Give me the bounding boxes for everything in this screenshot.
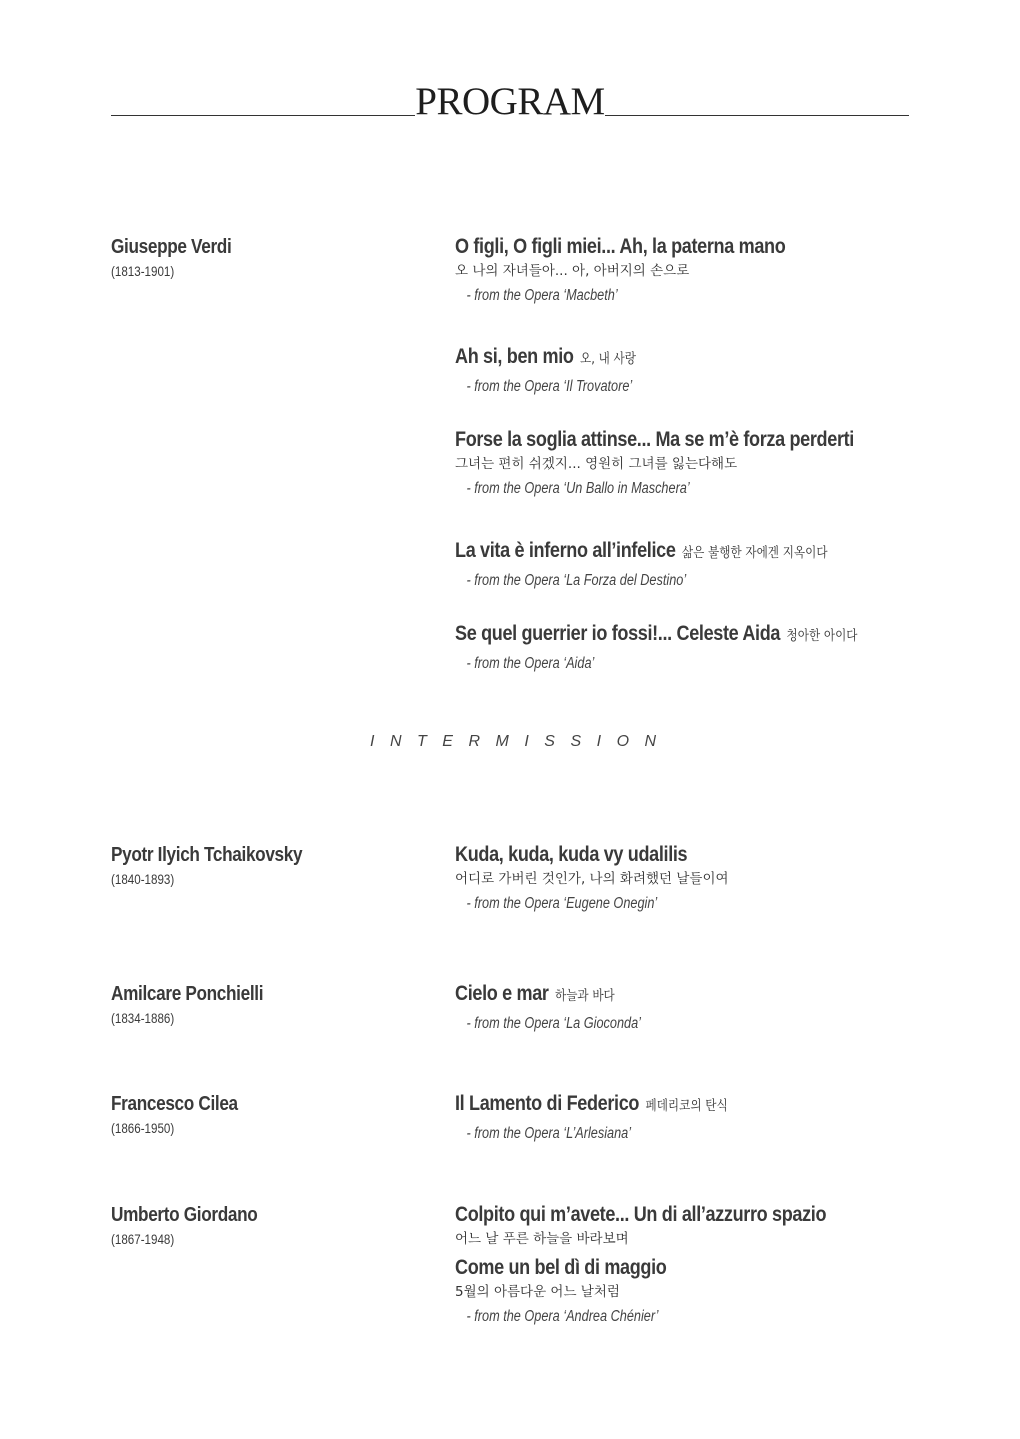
composer-years: (1867-1948) <box>111 1232 175 1247</box>
piece-korean-title: 하늘과 바다 <box>554 988 615 1004</box>
composer-name: Pyotr Ilyich Tchaikovsky <box>111 844 303 866</box>
piece-arlesiana <box>455 1091 925 1145</box>
piece-trovatore <box>455 344 925 398</box>
piece-onegin <box>455 842 925 915</box>
piece-title-line <box>455 538 828 566</box>
piece-title: O figli, O figli miei... Ah, la paterna mano <box>455 235 786 258</box>
piece-title: Come un bel dì di maggio <box>455 1256 667 1279</box>
piece-title: Kuda, kuda, kuda vy udalilis <box>455 843 688 866</box>
piece-forza <box>455 538 925 592</box>
piece-source: - from the Opera ‘Eugene Onegin’ <box>466 895 658 912</box>
piece-title: Il Lamento di Federico <box>455 1092 640 1115</box>
piece-title-line <box>455 981 615 1009</box>
piece-aida <box>455 621 925 675</box>
program-header <box>111 80 909 123</box>
piece-korean-title: 어디로 가버린 것인가, 나의 화려했던 날들이여 <box>455 871 729 887</box>
piece-title: La vita è inferno all’infelice <box>455 539 676 562</box>
header-rule-left <box>111 115 415 116</box>
piece-source: - from the Opera ‘La Gioconda’ <box>466 1015 641 1032</box>
piece-title: Colpito qui m’avete... Un di all’azzurro spazio <box>455 1203 827 1226</box>
composer-giordano <box>111 1202 281 1250</box>
piece-source: - from the Opera ‘L’Arlesiana’ <box>466 1125 632 1142</box>
composer-years: (1866-1950) <box>111 1121 175 1136</box>
piece-ballo <box>455 427 925 500</box>
piece-gioconda <box>455 981 925 1035</box>
composer-verdi <box>111 234 251 282</box>
composer-name: Amilcare Ponchielli <box>111 983 264 1005</box>
composer-years: (1840-1893) <box>111 872 175 887</box>
composer-years: (1834-1886) <box>111 1011 175 1026</box>
piece-korean-title: 청아한 아이다 <box>786 628 858 644</box>
piece-title: Ah si, ben mio <box>455 345 574 368</box>
page-title: PROGRAM <box>415 80 605 123</box>
header-rule-right <box>605 115 909 116</box>
composer-years: (1813-1901) <box>111 264 175 279</box>
composer-cilea <box>111 1091 258 1139</box>
piece-korean-title: 어느 날 푸른 하늘을 바라보며 <box>455 1231 629 1247</box>
piece-title: Se quel guerrier io fossi!... Celeste Aida <box>455 622 781 645</box>
piece-source: - from the Opera ‘Il Trovatore’ <box>466 378 633 395</box>
composer-ponchielli <box>111 981 288 1029</box>
piece-korean-title: 그녀는 편히 쉬겠지... 영원히 그녀를 잃는다해도 <box>455 456 738 472</box>
piece-source: - from the Opera ‘Macbeth’ <box>466 287 618 304</box>
piece-source: - from the Opera ‘Andrea Chénier’ <box>466 1308 659 1325</box>
composer-tchaikovsky <box>111 842 333 890</box>
piece-title-line <box>455 344 636 372</box>
intermission-label: INTERMISSION <box>370 733 672 750</box>
piece-macbeth <box>455 234 925 307</box>
piece-korean-title: 오 나의 자녀들아... 아, 아버지의 손으로 <box>455 263 690 279</box>
composer-name: Giuseppe Verdi <box>111 236 232 258</box>
piece-source: - from the Opera ‘Aida’ <box>466 655 595 672</box>
composer-name: Umberto Giordano <box>111 1204 258 1226</box>
piece-title: Cielo e mar <box>455 982 549 1005</box>
piece-source: - from the Opera ‘Un Ballo in Maschera’ <box>466 480 690 497</box>
piece-title-line <box>455 1091 728 1119</box>
piece-korean-title: 삶은 불행한 자에겐 지옥이다 <box>681 545 828 561</box>
piece-korean-title: 5월의 아름다운 어느 날처럼 <box>455 1284 620 1300</box>
composer-name: Francesco Cilea <box>111 1093 238 1115</box>
piece-korean-title: 오, 내 사랑 <box>580 351 636 367</box>
piece-korean-title: 페데리코의 탄식 <box>645 1098 728 1114</box>
piece-source: - from the Opera ‘La Forza del Destino’ <box>466 572 687 589</box>
piece-title-line <box>455 621 858 649</box>
piece-title: Forse la soglia attinse... Ma se m’è forza perderti <box>455 428 854 451</box>
piece-chenier <box>455 1202 925 1328</box>
